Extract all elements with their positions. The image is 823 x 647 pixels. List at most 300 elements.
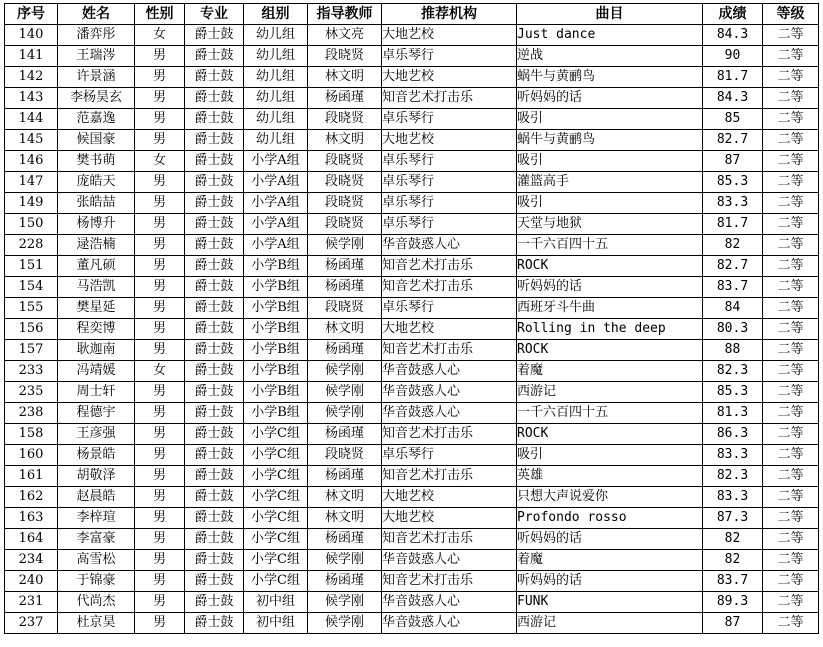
- cell-org: 大地艺校: [382, 508, 517, 529]
- cell-group: 小学C组: [244, 529, 308, 550]
- cell-id: 162: [5, 487, 58, 508]
- cell-song: 着魔: [517, 550, 703, 571]
- cell-teacher: 候学刚: [308, 550, 382, 571]
- cell-id: 155: [5, 298, 58, 319]
- cell-teacher: 杨函瑾: [308, 424, 382, 445]
- cell-song: 一千六百四十五: [517, 235, 703, 256]
- table-row: [5, 88, 819, 109]
- table-row: [5, 361, 819, 382]
- cell-grade: 二等: [763, 256, 819, 277]
- cell-teacher: 段晓贤: [308, 151, 382, 172]
- cell-gender: 男: [135, 613, 185, 634]
- cell-group: 小学B组: [244, 382, 308, 403]
- cell-score: 87.3: [703, 508, 763, 529]
- cell-major: 爵士鼓: [185, 88, 244, 109]
- cell-group: 小学C组: [244, 508, 308, 529]
- cell-teacher: 杨函瑾: [308, 340, 382, 361]
- cell-score: 82: [703, 550, 763, 571]
- cell-org: 华音鼓惑人心: [382, 550, 517, 571]
- cell-grade: 二等: [763, 172, 819, 193]
- cell-id: 149: [5, 193, 58, 214]
- cell-gender: 男: [135, 256, 185, 277]
- cell-group: 小学A组: [244, 214, 308, 235]
- cell-song: 听妈妈的话: [517, 529, 703, 550]
- cell-major: 爵士鼓: [185, 529, 244, 550]
- cell-grade: 二等: [763, 214, 819, 235]
- cell-teacher: 候学刚: [308, 613, 382, 634]
- table-row: [5, 550, 819, 571]
- cell-id: 146: [5, 151, 58, 172]
- cell-song: 蜗牛与黄鹂鸟: [517, 130, 703, 151]
- cell-name: 马浩凯: [58, 277, 135, 298]
- cell-major: 爵士鼓: [185, 613, 244, 634]
- cell-id: 235: [5, 382, 58, 403]
- cell-grade: 二等: [763, 25, 819, 46]
- cell-score: 82.3: [703, 466, 763, 487]
- header-row: [5, 4, 819, 25]
- cell-song: 吸引: [517, 193, 703, 214]
- cell-id: 140: [5, 25, 58, 46]
- cell-gender: 男: [135, 109, 185, 130]
- cell-gender: 男: [135, 550, 185, 571]
- cell-gender: 男: [135, 298, 185, 319]
- cell-teacher: 杨函瑾: [308, 277, 382, 298]
- header-teacher: 指导教师: [308, 4, 382, 25]
- cell-major: 爵士鼓: [185, 508, 244, 529]
- cell-group: 幼儿组: [244, 67, 308, 88]
- cell-song: 听妈妈的话: [517, 571, 703, 592]
- cell-grade: 二等: [763, 424, 819, 445]
- table-row: [5, 109, 819, 130]
- cell-gender: 女: [135, 25, 185, 46]
- cell-group: 初中组: [244, 613, 308, 634]
- cell-name: 候国豪: [58, 130, 135, 151]
- cell-org: 知音艺术打击乐: [382, 529, 517, 550]
- cell-group: 小学B组: [244, 403, 308, 424]
- table-row: [5, 67, 819, 88]
- cell-id: 158: [5, 424, 58, 445]
- cell-gender: 男: [135, 214, 185, 235]
- table-row: [5, 613, 819, 634]
- table-row: [5, 319, 819, 340]
- cell-name: 代尚杰: [58, 592, 135, 613]
- cell-org: 卓乐琴行: [382, 445, 517, 466]
- cell-score: 88: [703, 340, 763, 361]
- cell-org: 华音鼓惑人心: [382, 361, 517, 382]
- cell-group: 小学B组: [244, 256, 308, 277]
- cell-group: 小学B组: [244, 340, 308, 361]
- cell-song: 天堂与地狱: [517, 214, 703, 235]
- cell-song: 吸引: [517, 445, 703, 466]
- cell-name: 杜京昊: [58, 613, 135, 634]
- cell-teacher: 林文明: [308, 508, 382, 529]
- cell-teacher: 候学刚: [308, 382, 382, 403]
- cell-name: 杨博升: [58, 214, 135, 235]
- cell-name: 逯浩楠: [58, 235, 135, 256]
- table-row: [5, 277, 819, 298]
- cell-id: 161: [5, 466, 58, 487]
- cell-teacher: 段晓贤: [308, 46, 382, 67]
- cell-group: 小学B组: [244, 277, 308, 298]
- header-major: 专业: [185, 4, 244, 25]
- table-row: [5, 571, 819, 592]
- cell-group: 小学C组: [244, 550, 308, 571]
- cell-song: 西班牙斗牛曲: [517, 298, 703, 319]
- table-row: [5, 235, 819, 256]
- cell-major: 爵士鼓: [185, 571, 244, 592]
- cell-gender: 男: [135, 67, 185, 88]
- cell-grade: 二等: [763, 67, 819, 88]
- table-row: [5, 487, 819, 508]
- cell-id: 228: [5, 235, 58, 256]
- cell-grade: 二等: [763, 382, 819, 403]
- table-row: [5, 25, 819, 46]
- cell-group: 小学C组: [244, 571, 308, 592]
- cell-song: 听妈妈的话: [517, 88, 703, 109]
- cell-score: 84.3: [703, 88, 763, 109]
- cell-id: 142: [5, 67, 58, 88]
- cell-score: 87: [703, 151, 763, 172]
- header-group: 组别: [244, 4, 308, 25]
- table-row: [5, 340, 819, 361]
- cell-major: 爵士鼓: [185, 109, 244, 130]
- cell-song: 灌篮高手: [517, 172, 703, 193]
- table-body: [5, 25, 819, 634]
- cell-org: 知音艺术打击乐: [382, 277, 517, 298]
- cell-grade: 二等: [763, 487, 819, 508]
- table-row: [5, 592, 819, 613]
- cell-major: 爵士鼓: [185, 193, 244, 214]
- cell-gender: 女: [135, 151, 185, 172]
- cell-org: 大地艺校: [382, 487, 517, 508]
- cell-teacher: 杨函瑾: [308, 256, 382, 277]
- cell-group: 小学C组: [244, 487, 308, 508]
- table-row: [5, 256, 819, 277]
- cell-song: 西游记: [517, 382, 703, 403]
- cell-score: 85: [703, 109, 763, 130]
- cell-teacher: 林文明: [308, 67, 382, 88]
- cell-name: 冯靖媛: [58, 361, 135, 382]
- cell-id: 147: [5, 172, 58, 193]
- cell-group: 小学B组: [244, 319, 308, 340]
- cell-name: 李富豪: [58, 529, 135, 550]
- cell-id: 157: [5, 340, 58, 361]
- cell-org: 华音鼓惑人心: [382, 592, 517, 613]
- header-gender: 性别: [135, 4, 185, 25]
- cell-group: 小学A组: [244, 151, 308, 172]
- cell-grade: 二等: [763, 466, 819, 487]
- cell-id: 150: [5, 214, 58, 235]
- cell-id: 156: [5, 319, 58, 340]
- cell-org: 卓乐琴行: [382, 193, 517, 214]
- cell-grade: 二等: [763, 130, 819, 151]
- cell-name: 樊星延: [58, 298, 135, 319]
- cell-teacher: 段晓贤: [308, 298, 382, 319]
- cell-id: 163: [5, 508, 58, 529]
- cell-major: 爵士鼓: [185, 151, 244, 172]
- cell-org: 知音艺术打击乐: [382, 466, 517, 487]
- cell-score: 84: [703, 298, 763, 319]
- cell-grade: 二等: [763, 550, 819, 571]
- cell-org: 华音鼓惑人心: [382, 235, 517, 256]
- cell-group: 小学B组: [244, 298, 308, 319]
- cell-org: 大地艺校: [382, 67, 517, 88]
- cell-org: 华音鼓惑人心: [382, 382, 517, 403]
- cell-score: 86.3: [703, 424, 763, 445]
- cell-major: 爵士鼓: [185, 46, 244, 67]
- cell-major: 爵士鼓: [185, 277, 244, 298]
- cell-grade: 二等: [763, 277, 819, 298]
- cell-org: 华音鼓惑人心: [382, 403, 517, 424]
- cell-score: 89.3: [703, 592, 763, 613]
- table-row: [5, 382, 819, 403]
- cell-score: 84.3: [703, 25, 763, 46]
- results-table: [4, 3, 819, 634]
- table-row: [5, 466, 819, 487]
- cell-teacher: 段晓贤: [308, 109, 382, 130]
- cell-group: 幼儿组: [244, 88, 308, 109]
- cell-org: 卓乐琴行: [382, 214, 517, 235]
- cell-org: 大地艺校: [382, 25, 517, 46]
- cell-name: 樊书萌: [58, 151, 135, 172]
- cell-grade: 二等: [763, 235, 819, 256]
- cell-teacher: 杨函瑾: [308, 88, 382, 109]
- cell-name: 于锦豪: [58, 571, 135, 592]
- cell-gender: 男: [135, 235, 185, 256]
- cell-gender: 男: [135, 466, 185, 487]
- cell-name: 范嘉逸: [58, 109, 135, 130]
- table-row: [5, 508, 819, 529]
- cell-grade: 二等: [763, 403, 819, 424]
- cell-id: 237: [5, 613, 58, 634]
- cell-org: 知音艺术打击乐: [382, 340, 517, 361]
- cell-gender: 男: [135, 592, 185, 613]
- cell-teacher: 候学刚: [308, 592, 382, 613]
- cell-teacher: 候学刚: [308, 235, 382, 256]
- cell-score: 81.7: [703, 214, 763, 235]
- cell-song: ROCK: [517, 340, 703, 361]
- cell-song: 西游记: [517, 613, 703, 634]
- cell-name: 李梓瑄: [58, 508, 135, 529]
- cell-major: 爵士鼓: [185, 592, 244, 613]
- cell-name: 庞皓天: [58, 172, 135, 193]
- cell-id: 240: [5, 571, 58, 592]
- cell-major: 爵士鼓: [185, 256, 244, 277]
- cell-score: 82.7: [703, 256, 763, 277]
- cell-score: 83.7: [703, 277, 763, 298]
- cell-teacher: 杨函瑾: [308, 529, 382, 550]
- cell-song: Rolling in the deep: [517, 319, 703, 340]
- cell-id: 160: [5, 445, 58, 466]
- cell-score: 82: [703, 235, 763, 256]
- cell-score: 85.3: [703, 382, 763, 403]
- cell-id: 164: [5, 529, 58, 550]
- cell-song: 听妈妈的话: [517, 277, 703, 298]
- cell-score: 83.7: [703, 571, 763, 592]
- cell-group: 小学C组: [244, 466, 308, 487]
- cell-major: 爵士鼓: [185, 298, 244, 319]
- cell-id: 234: [5, 550, 58, 571]
- cell-major: 爵士鼓: [185, 172, 244, 193]
- cell-org: 知音艺术打击乐: [382, 571, 517, 592]
- cell-name: 潘弈彤: [58, 25, 135, 46]
- cell-teacher: 候学刚: [308, 403, 382, 424]
- table-row: [5, 529, 819, 550]
- cell-name: 杨景皓: [58, 445, 135, 466]
- cell-grade: 二等: [763, 109, 819, 130]
- table-row: [5, 193, 819, 214]
- cell-grade: 二等: [763, 340, 819, 361]
- cell-score: 87: [703, 613, 763, 634]
- cell-teacher: 候学刚: [308, 361, 382, 382]
- cell-id: 154: [5, 277, 58, 298]
- cell-score: 90: [703, 46, 763, 67]
- cell-gender: 男: [135, 277, 185, 298]
- cell-group: 小学B组: [244, 361, 308, 382]
- cell-name: 胡敬泽: [58, 466, 135, 487]
- cell-org: 知音艺术打击乐: [382, 424, 517, 445]
- table-row: [5, 214, 819, 235]
- cell-score: 83.3: [703, 445, 763, 466]
- cell-name: 耿迦南: [58, 340, 135, 361]
- cell-gender: 男: [135, 88, 185, 109]
- cell-id: 141: [5, 46, 58, 67]
- cell-score: 83.3: [703, 487, 763, 508]
- cell-teacher: 杨函瑾: [308, 466, 382, 487]
- cell-score: 82: [703, 529, 763, 550]
- cell-name: 程德宇: [58, 403, 135, 424]
- cell-major: 爵士鼓: [185, 382, 244, 403]
- cell-grade: 二等: [763, 613, 819, 634]
- cell-song: 吸引: [517, 109, 703, 130]
- cell-teacher: 林文明: [308, 487, 382, 508]
- cell-grade: 二等: [763, 529, 819, 550]
- cell-song: 只想大声说爱你: [517, 487, 703, 508]
- cell-gender: 男: [135, 445, 185, 466]
- cell-name: 王瑞涔: [58, 46, 135, 67]
- cell-major: 爵士鼓: [185, 130, 244, 151]
- cell-grade: 二等: [763, 88, 819, 109]
- header-id: 序号: [5, 4, 58, 25]
- cell-score: 83.3: [703, 193, 763, 214]
- cell-score: 82.7: [703, 130, 763, 151]
- cell-gender: 男: [135, 130, 185, 151]
- header-score: 成绩: [703, 4, 763, 25]
- cell-group: 小学C组: [244, 445, 308, 466]
- cell-score: 81.7: [703, 67, 763, 88]
- cell-org: 卓乐琴行: [382, 298, 517, 319]
- cell-score: 81.3: [703, 403, 763, 424]
- cell-org: 华音鼓惑人心: [382, 613, 517, 634]
- cell-gender: 男: [135, 46, 185, 67]
- cell-gender: 男: [135, 424, 185, 445]
- cell-org: 知音艺术打击乐: [382, 256, 517, 277]
- cell-teacher: 段晓贤: [308, 214, 382, 235]
- cell-major: 爵士鼓: [185, 235, 244, 256]
- cell-name: 程奕博: [58, 319, 135, 340]
- cell-name: 赵晨皓: [58, 487, 135, 508]
- table-row: [5, 172, 819, 193]
- cell-song: 吸引: [517, 151, 703, 172]
- cell-id: 238: [5, 403, 58, 424]
- cell-name: 王彦强: [58, 424, 135, 445]
- table-row: [5, 424, 819, 445]
- cell-group: 幼儿组: [244, 25, 308, 46]
- cell-name: 高雪松: [58, 550, 135, 571]
- cell-major: 爵士鼓: [185, 214, 244, 235]
- cell-major: 爵士鼓: [185, 361, 244, 382]
- cell-org: 知音艺术打击乐: [382, 88, 517, 109]
- cell-id: 143: [5, 88, 58, 109]
- cell-teacher: 林文亮: [308, 25, 382, 46]
- cell-grade: 二等: [763, 445, 819, 466]
- cell-gender: 女: [135, 361, 185, 382]
- cell-group: 幼儿组: [244, 109, 308, 130]
- header-song: 曲目: [517, 4, 703, 25]
- table-row: [5, 151, 819, 172]
- table-row: [5, 298, 819, 319]
- header-grade: 等级: [763, 4, 819, 25]
- cell-grade: 二等: [763, 298, 819, 319]
- cell-name: 许景涵: [58, 67, 135, 88]
- cell-song: 英雄: [517, 466, 703, 487]
- cell-id: 144: [5, 109, 58, 130]
- cell-gender: 男: [135, 508, 185, 529]
- cell-teacher: 林文明: [308, 130, 382, 151]
- header-org: 推荐机构: [382, 4, 517, 25]
- cell-song: ROCK: [517, 424, 703, 445]
- cell-song: 逆战: [517, 46, 703, 67]
- cell-score: 80.3: [703, 319, 763, 340]
- cell-grade: 二等: [763, 151, 819, 172]
- cell-teacher: 段晓贤: [308, 445, 382, 466]
- table-row: [5, 46, 819, 67]
- cell-song: 着魔: [517, 361, 703, 382]
- cell-gender: 男: [135, 340, 185, 361]
- cell-group: 小学A组: [244, 172, 308, 193]
- cell-group: 幼儿组: [244, 46, 308, 67]
- cell-grade: 二等: [763, 319, 819, 340]
- cell-major: 爵士鼓: [185, 550, 244, 571]
- cell-name: 周士轩: [58, 382, 135, 403]
- cell-song: 一千六百四十五: [517, 403, 703, 424]
- cell-org: 卓乐琴行: [382, 172, 517, 193]
- cell-id: 151: [5, 256, 58, 277]
- cell-song: ROCK: [517, 256, 703, 277]
- cell-grade: 二等: [763, 46, 819, 67]
- cell-grade: 二等: [763, 193, 819, 214]
- cell-teacher: 林文明: [308, 319, 382, 340]
- cell-grade: 二等: [763, 571, 819, 592]
- header-name: 姓名: [58, 4, 135, 25]
- cell-gender: 男: [135, 403, 185, 424]
- cell-major: 爵士鼓: [185, 67, 244, 88]
- cell-major: 爵士鼓: [185, 403, 244, 424]
- cell-gender: 男: [135, 319, 185, 340]
- cell-grade: 二等: [763, 592, 819, 613]
- cell-score: 82.3: [703, 361, 763, 382]
- cell-group: 小学A组: [244, 193, 308, 214]
- cell-id: 233: [5, 361, 58, 382]
- cell-major: 爵士鼓: [185, 319, 244, 340]
- cell-grade: 二等: [763, 508, 819, 529]
- cell-gender: 男: [135, 172, 185, 193]
- cell-major: 爵士鼓: [185, 487, 244, 508]
- cell-gender: 男: [135, 382, 185, 403]
- cell-name: 李杨昊玄: [58, 88, 135, 109]
- cell-major: 爵士鼓: [185, 25, 244, 46]
- cell-org: 卓乐琴行: [382, 46, 517, 67]
